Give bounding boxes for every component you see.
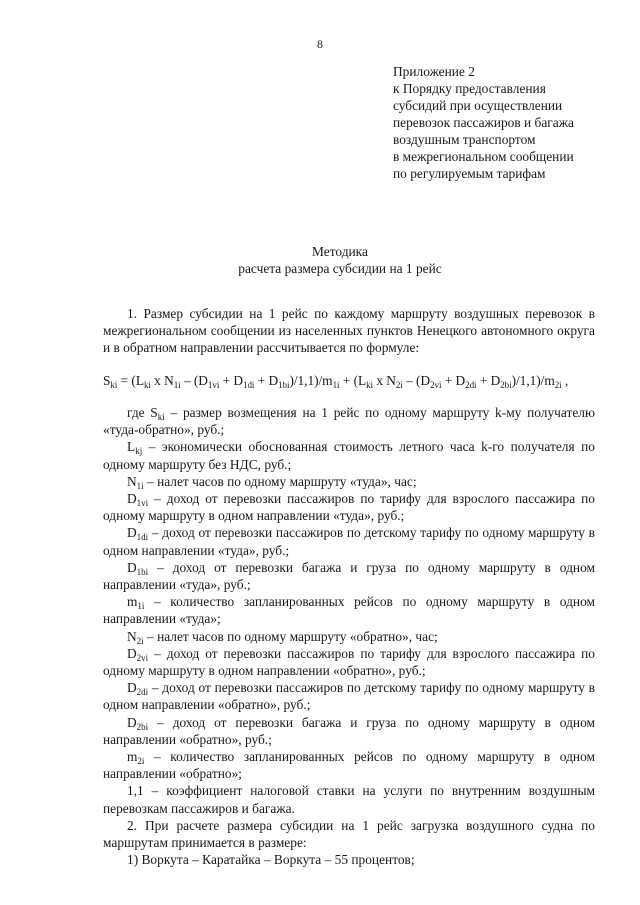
appendix-line: в межрегиональном сообщении [393,149,574,164]
definition-item: $N_{2i}$ – налет часов по одному маршруту «обратно», час; [127,628,438,646]
definition-item: $D_{1bi}$ – доход от перевозки багажа и груза по одному маршруту в одном направлении «туда», руб.; [103,559,595,593]
definition-item: $D_{2vi}$ – доход от перевозки пассажиров по тарифу для взрослого пассажира по одному маршруту в одном направлении «обратно», руб.; [103,645,595,679]
paragraph-2: 2. При расчете размера субсидии на 1 рейс загрузка воздушного судна по маршрутам принимается в размере: [103,817,595,851]
document-subtitle: расчета размера субсидии на 1 рейс [238,261,442,276]
paragraph-1-text: 1. Размер субсидии на 1 рейс по каждому маршруту воздушных перевозок в межрегиональном сообщении из населенных пунктов Ненецкого автономного округа и в обратном направлении рассчитывается по формуле: [103,306,595,356]
appendix-line: Приложение 2 [393,64,475,79]
definition-item: $m_{2i}$ – количество запланированных рейсов по одному маршруту в одном направлении «обратно»; [103,749,595,782]
definition-item: $D_{1vi}$ – доход от перевозки пассажиров по тарифу для взрослого пассажира по одному маршруту в одном направлении «туда», руб.; [103,491,595,524]
appendix-line: перевозок пассажиров и багажа [393,115,574,130]
list-item: 1) Воркута – Каратайка – Воркута – 55 процентов; [127,852,415,868]
document-title: Методика [312,244,368,259]
definition-item: $N_{1i}$ – налет часов по одному маршруту «туда», час; [127,473,417,491]
definition-item: $D_{1di}$ – доход от перевозки пассажиров по детскому тарифу по одному маршруту в одном направлении «туда», руб.; [103,525,595,558]
definition-item: $L_{kj}$ – экономически обоснованная стоимость летного часа k-го получателя по одному маршруту без НДС, руб.; [103,439,595,472]
definitions-list [103,404,595,868]
appendix-line: к Порядку предоставления [393,81,546,96]
appendix-line: субсидий при осуществлении [393,98,563,113]
definition-item: $m_{1i}$ – количество запланированных рейсов по одному маршруту в одном направлении «туда»; [103,594,595,627]
definition-item: 1,1 – коэффициент налоговой ставки на услуги по внутренним воздушным перевозкам пассажиров и багажа. [103,783,595,816]
definition-item: где $S_{ki}$ – размер возмещения на 1 рейс по одному маршруту k-му получателю «туда-обратно», руб.; [103,405,595,438]
appendix-line: воздушным транспортом [393,132,536,147]
definition-item: $D_{2bi}$ – доход от перевозки багажа и груза по одному маршруту в одном направлении «обратно», руб.; [103,714,595,747]
paragraph-1 [103,305,595,357]
formula: $S_{ki} = (L_{ki}$ x $N_{1i} - (D_{1vi} + D_{1di} + D_{1bi})/1,1)/m_{1i} + (L_{ki}$ x $N_{2i} - (D_{2vi} + D_{2di} + D_{2bi})/1,1)/m_{2i}$ , [103,373,569,390]
appendix-line: по регулируемым тарифам [393,166,546,181]
page-number: 8 [317,37,323,51]
appendix-header [393,63,623,182]
definition-item: $D_{2di}$ – доход от перевозки пассажиров по детскому тарифу по одному маршруту в одном направлении «обратно», руб.; [103,680,595,713]
